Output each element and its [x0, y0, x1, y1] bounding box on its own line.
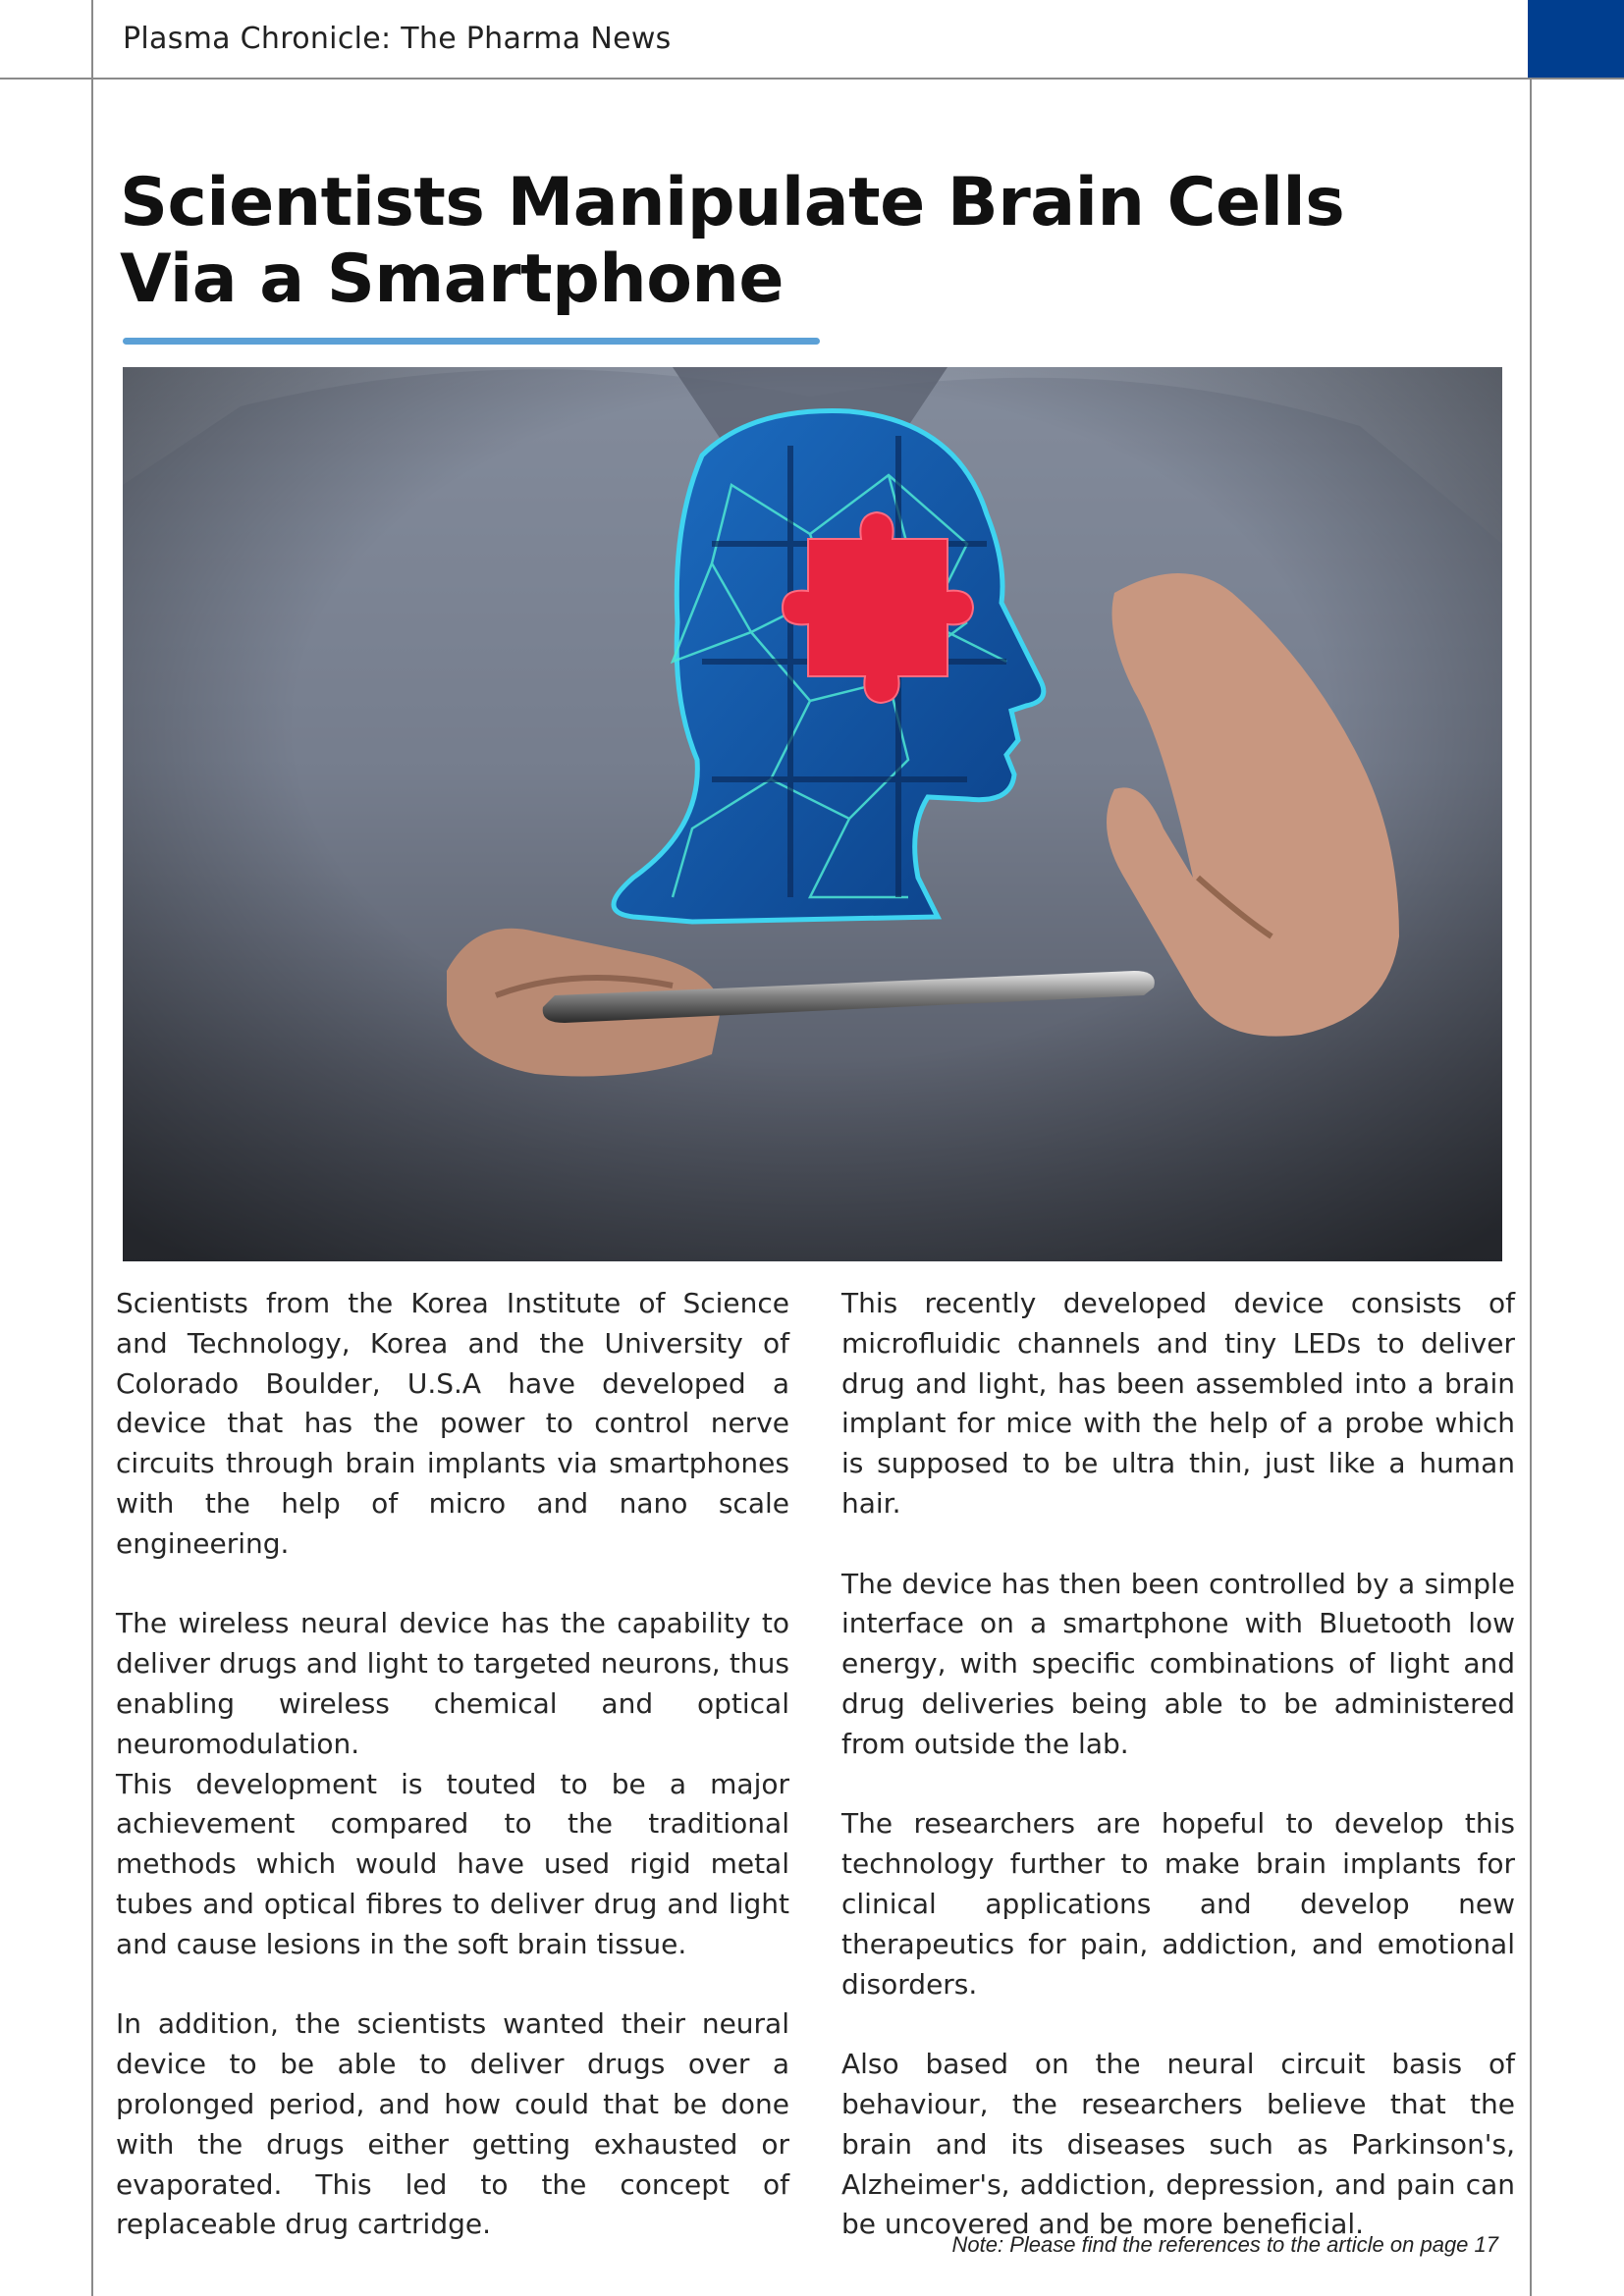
article-title: Scientists Manipulate Brain Cells Via a Smartphone — [120, 164, 1345, 318]
header-accent-block — [1528, 0, 1624, 78]
paragraph: The wireless neural device has the capability to deliver drugs and light to targeted neurons, thus enabling wireless chemical and optical neuromodulation. — [116, 1607, 789, 1760]
paragraph: This development is touted to be a major achievement compared to the traditional methods which would have used rigid metal tubes and optical fibres to deliver drug and light and cause lesions in the soft brain tissue. — [116, 1767, 789, 1960]
header-rule — [0, 78, 1624, 80]
paragraph: The researchers are hopeful to develop this technology further to make brain implants for clinical applications and develop new therapeutics for pain, addiction, and emotional disorders. — [841, 1807, 1515, 2001]
paragraph: Also based on the neural circuit basis of behaviour, the researchers believe that the brain and its diseases such as Parkinson's, Alzheimer's, addiction, depression, and pain can be uncovered and be more beneficial. — [841, 2048, 1515, 2241]
page-frame-left — [91, 0, 93, 2296]
article-column-left — [116, 1284, 789, 2245]
title-underline — [123, 338, 820, 345]
paragraph: In addition, the scientists wanted their neural device to be able to deliver drugs over a prolonged period, and how could that be done with the drugs either getting exhausted or evaporated. This led to the concept of replaceable drug cartridge. — [116, 2007, 789, 2241]
article-column-right — [841, 1284, 1515, 2245]
running-header: Plasma Chronicle: The Pharma News — [123, 22, 672, 56]
references-note: Note: Please find the references to the article on page 17 — [951, 2232, 1498, 2257]
page-frame-right — [1530, 0, 1532, 2296]
article-image — [123, 367, 1502, 1261]
paragraph: The device has then been controlled by a simple interface on a smartphone with Bluetooth low energy, with specific combinations of light and drug deliveries being able to be administered from outside the lab. — [841, 1567, 1515, 1760]
paragraph: Scientists from the Korea Institute of Science and Technology, Korea and the University of Colorado Boulder, U.S.A have developed a device that has the power to control nerve circuits through brain implants via smartphones with the help of micro and nano scale engineering. — [116, 1287, 789, 1560]
paragraph: This recently developed device consists of microfluidic channels and tiny LEDs to deliver drug and light, has been assembled into a brain implant for mice with the help of a probe which is supposed to be ultra thin, just like a human hair. — [841, 1287, 1515, 1520]
brain-puzzle-smartphone-illustration — [123, 367, 1502, 1261]
